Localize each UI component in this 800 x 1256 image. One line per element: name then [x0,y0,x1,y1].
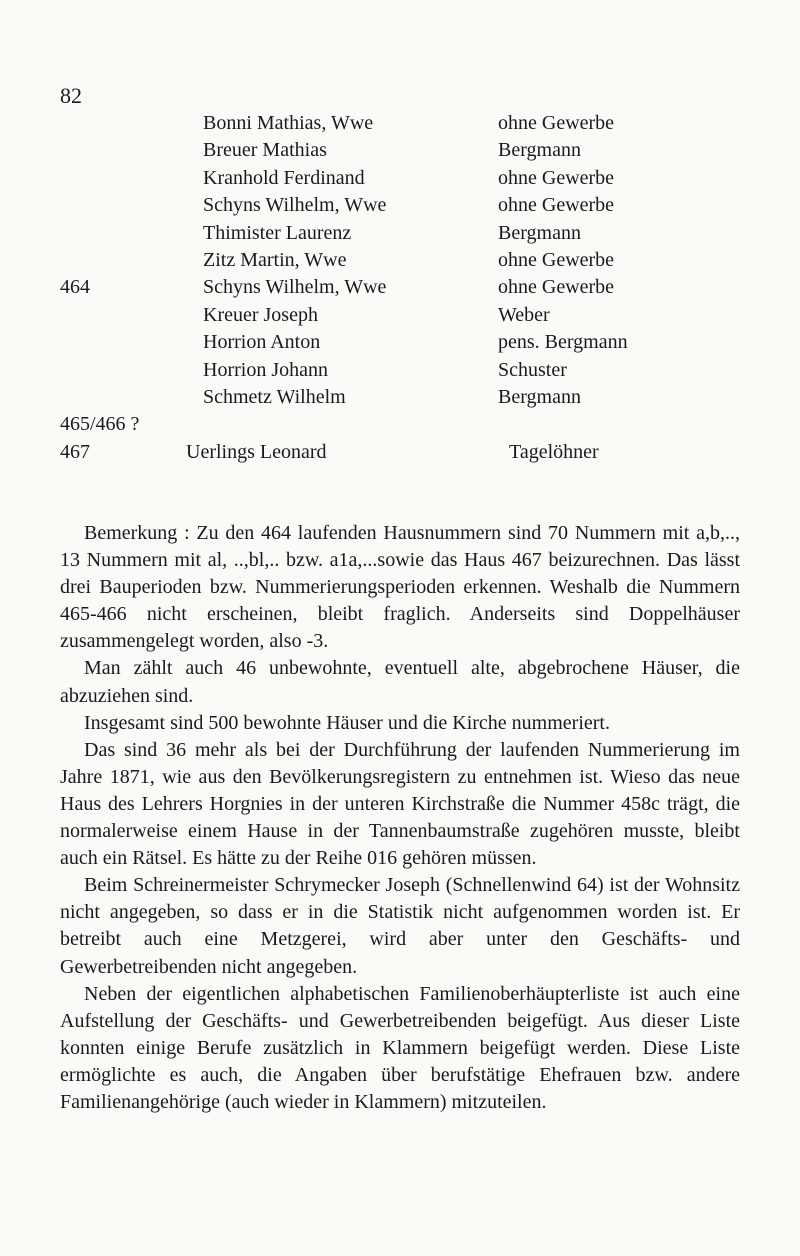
occupation: ohne Gewerbe [498,276,615,299]
household-list [60,110,760,466]
list-row [60,110,760,137]
list-row [60,220,760,247]
list-row [60,302,760,329]
occupation: ohne Gewerbe [498,248,615,271]
paragraph: Neben der eigentlichen alphabetischen Familienoberhäupterliste ist auch eine Aufstellung der Geschäfts- und Gewerbetreibenden beigefügt. Aus dieser Liste konnten einige Berufe zusätzlich in Klammern beigefügt werden. Diese Liste ermöglichte es auch, die Angaben über berufstätige Ehefrauen bzw. andere Familienangehörige (auch wieder in Klammern) mitzuteilen. [60,982,740,1113]
resident-name: Thimister Laurenz [203,221,352,244]
list-row [60,165,760,192]
list-row [60,357,760,384]
list-row [60,384,760,411]
resident-name: Horrion Johann [203,358,328,381]
house-number: 464 [60,276,90,299]
occupation: pens. Bergmann [498,331,628,354]
occupation: Schuster [498,358,567,381]
resident-name: Bonni Mathias, Wwe [203,112,374,134]
list-row [60,247,760,274]
occupation: ohne Gewerbe [498,166,615,189]
house-number: 465/466 ? [60,413,140,436]
resident-name: Kranhold Ferdinand [203,166,365,189]
occupation: ohne Gewerbe [498,112,615,134]
remarks-section [60,520,740,1116]
resident-name: Zitz Martin, Wwe [203,248,347,271]
paragraph: Insgesamt sind 500 bewohnte Häuser und die Kirche nummeriert. [84,711,610,734]
list-row [60,192,760,219]
resident-name: Breuer Mathias [203,139,327,162]
occupation: Bergmann [498,139,581,162]
paragraph: Bemerkung : Zu den 464 laufenden Hausnummern sind 70 Nummern mit a,b,.., 13 Nummern mit al, ..,bl,.. bzw. a1a,...sowie das Haus 467 beizurechnen. Das lässt drei Bauperioden bzw. Nummerierungsperioden erkennen. Weshalb die Nummern 465-466 nicht erscheinen, bleibt fraglich. Anderseits sind Doppelhäuser zusammengelegt worden, also -3. [60,522,740,653]
list-row [60,137,760,164]
page-number: 82 [60,83,82,108]
occupation: ohne Gewerbe [498,194,615,217]
list-row [60,329,760,356]
paragraph: Beim Schreinermeister Schrymecker Joseph (Schnellenwind 64) ist der Wohnsitz nicht angegeben, so dass er in die Statistik nicht aufgenommen worden ist. Er betreibt auch eine Metzgerei, wird aber unter den Geschäfts- und Gewerbetreibenden nicht angegeben. [60,874,740,978]
resident-name: Schmetz Wilhelm [203,385,346,408]
house-number: 467 [60,440,90,463]
paragraph: Man zählt auch 46 unbewohnte, eventuell alte, abgebrochene Häuser, die abzuziehen sind. [60,657,740,707]
resident-name: Uerlings Leonard [186,440,327,463]
list-row [60,439,760,466]
resident-name: Kreuer Joseph [203,303,318,326]
occupation: Weber [498,303,550,326]
occupation: Bergmann [498,221,581,244]
occupation: Tagelöhner [509,440,599,463]
list-row [60,274,760,301]
occupation: Bergmann [498,385,581,408]
paragraph: Das sind 36 mehr als bei der Durchführung der laufenden Nummerierung im Jahre 1871, wie aus den Bevölkerungsregistern zu entnehmen ist. Wieso das neue Haus des Lehrers Horgnies in der unteren Kirchstraße die Nummer 458c trägt, die normalerweise einem Hause in der Tannenbaumstraße zugehören musste, bleibt auch ein Rätsel. Es hätte zu der Reihe 016 gehören müssen. [60,738,740,870]
resident-name: Schyns Wilhelm, Wwe [203,276,387,299]
resident-name: Schyns Wilhelm, Wwe [203,194,387,217]
resident-name: Horrion Anton [203,331,321,354]
list-row [60,411,760,438]
